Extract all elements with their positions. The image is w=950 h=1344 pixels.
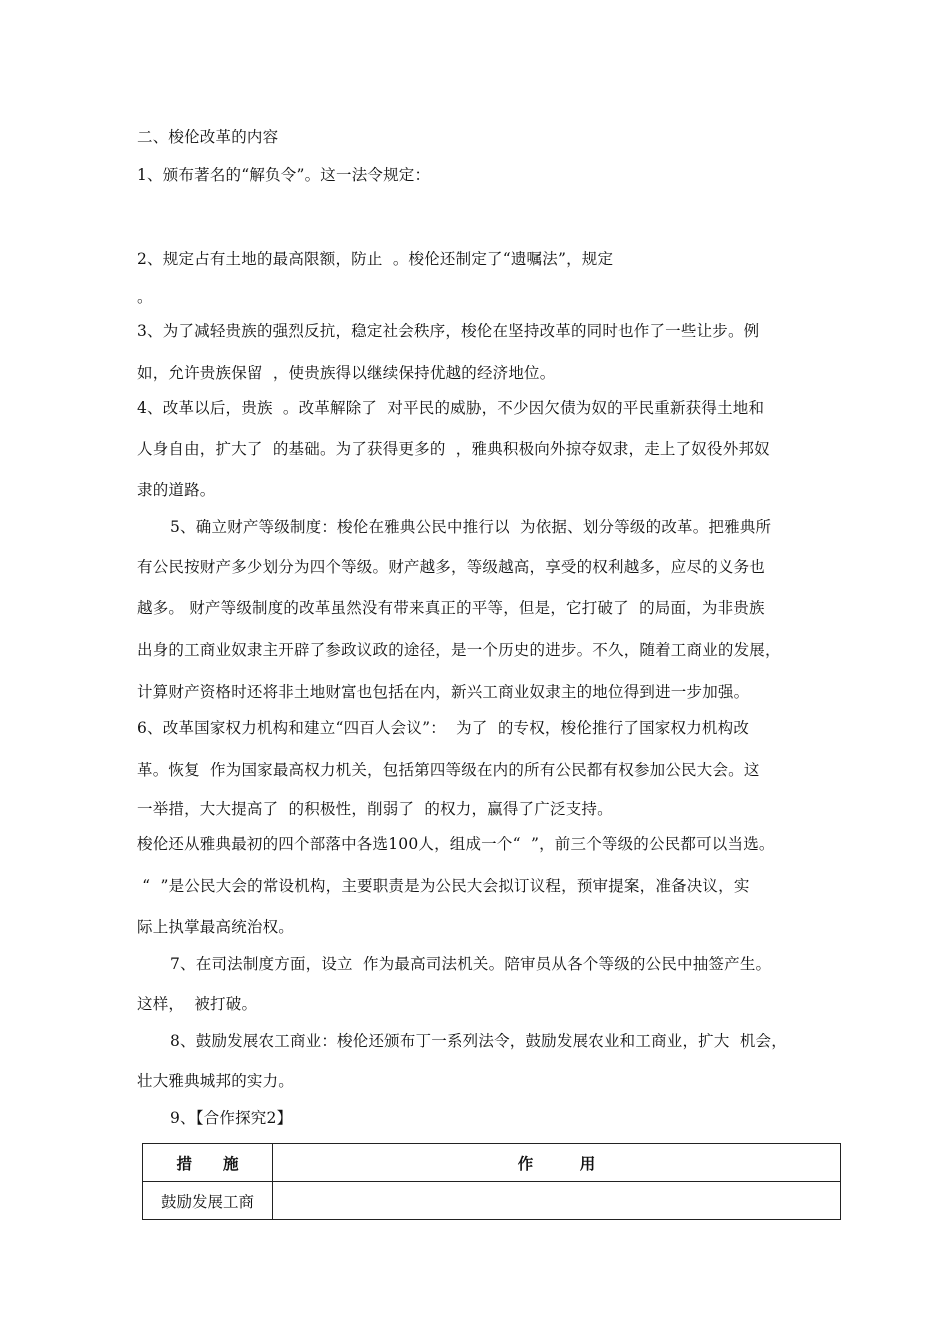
item-6-line: 6、改革国家权力机构和建立“四百人会议”： 为了 的专权，梭伦推行了国家权力机构改 bbox=[137, 719, 750, 737]
item-4-line-end: 隶的道路。 bbox=[137, 481, 216, 499]
item-2-line: 2、规定占有土地的最高限额，防止 。梭伦还制定了“遗嘱法”，规定 bbox=[137, 250, 614, 268]
item-5-line: 5、确立财产等级制度：梭伦在雅典公民中推行以 为依据、划分等级的改革。把雅典所 bbox=[170, 518, 772, 536]
item-5-line-2: 有公民按财产多少划分为四个等级。财产越多，等级越高，享受的权利越多，应尽的义务也 bbox=[137, 558, 766, 576]
item-9-line: 9、【合作探究2】 bbox=[170, 1109, 293, 1127]
item-5-line-5: 计算财产资格时还将非土地财富也包括在内，新兴工商业奴隶主的地位得到进一步加强。 bbox=[137, 683, 750, 701]
item-6-line-6: 际上执掌最高统治权。 bbox=[137, 918, 295, 936]
item-6-line-4: 梭伦还从雅典最初的四个部落中各选100人，组成一个“ ”，前三个等级的公民都可以当选。 bbox=[137, 835, 775, 853]
cell-measure: 鼓励发展工商 bbox=[143, 1182, 273, 1220]
item-8-line: 8、鼓励发展农工商业：梭伦还颁布丁一系列法令，鼓励发展农业和工商业，扩大 机会， bbox=[170, 1032, 787, 1050]
header-measures: 措 施 bbox=[143, 1144, 273, 1182]
header-effects: 作 用 bbox=[273, 1144, 841, 1182]
measures-effects-table bbox=[142, 1143, 841, 1220]
item-4-line: 4、改革以后，贵族 。改革解除了 对平民的威胁，不少因欠债为奴的平民重新获得土地和 bbox=[137, 399, 765, 417]
cell-effect[interactable] bbox=[273, 1182, 841, 1220]
item-5-line-3: 越多。 财产等级制度的改革虽然没有带来真正的平等，但是，它打破了 的局面，为非贵族 bbox=[137, 599, 765, 617]
item-7-line-2: 这样， 被打破。 bbox=[137, 995, 258, 1013]
item-1-line: 1、颁布著名的“解负令”。这一法令规定： bbox=[137, 166, 431, 184]
item-8-line-2: 壮大雅典城邦的实力。 bbox=[137, 1072, 295, 1090]
section-title: 二、梭伦改革的内容 bbox=[137, 128, 279, 146]
table-row bbox=[143, 1182, 841, 1220]
item-6-line-3: 一举措，大大提高了 的积极性，削弱了 的权力，赢得了广泛支持。 bbox=[137, 800, 613, 818]
item-5-line-4: 出身的工商业奴隶主开辟了参政议政的途径，是一个历史的进步。不久，随着工商业的发展， bbox=[137, 641, 781, 659]
item-3-line-cont: 如，允许贵族保留 ，使贵族得以继续保持优越的经济地位。 bbox=[137, 364, 556, 382]
item-4-line-cont: 人身自由，扩大了 的基础。为了获得更多的 ，雅典积极向外掠夺奴隶，走上了奴役外邦奴 bbox=[137, 440, 770, 458]
item-6-line-2: 革。恢复 作为国家最高权力机关，包括第四等级在内的所有公民都有权参加公民大会。这 bbox=[137, 761, 760, 779]
table-header-row bbox=[143, 1144, 841, 1182]
item-6-line-5: “ ”是公民大会的常设机构，主要职责是为公民大会拟订议程，预审提案，准备决议，实 bbox=[137, 877, 750, 895]
item-2-line-cont: 。 bbox=[137, 288, 153, 306]
item-3-line: 3、为了减轻贵族的强烈反抗，稳定社会秩序，梭伦在坚持改革的同时也作了一些让步。例 bbox=[137, 322, 760, 340]
item-7-line: 7、在司法制度方面，设立 作为最高司法机关。陪审员从各个等级的公民中抽签产生。 bbox=[170, 955, 772, 973]
